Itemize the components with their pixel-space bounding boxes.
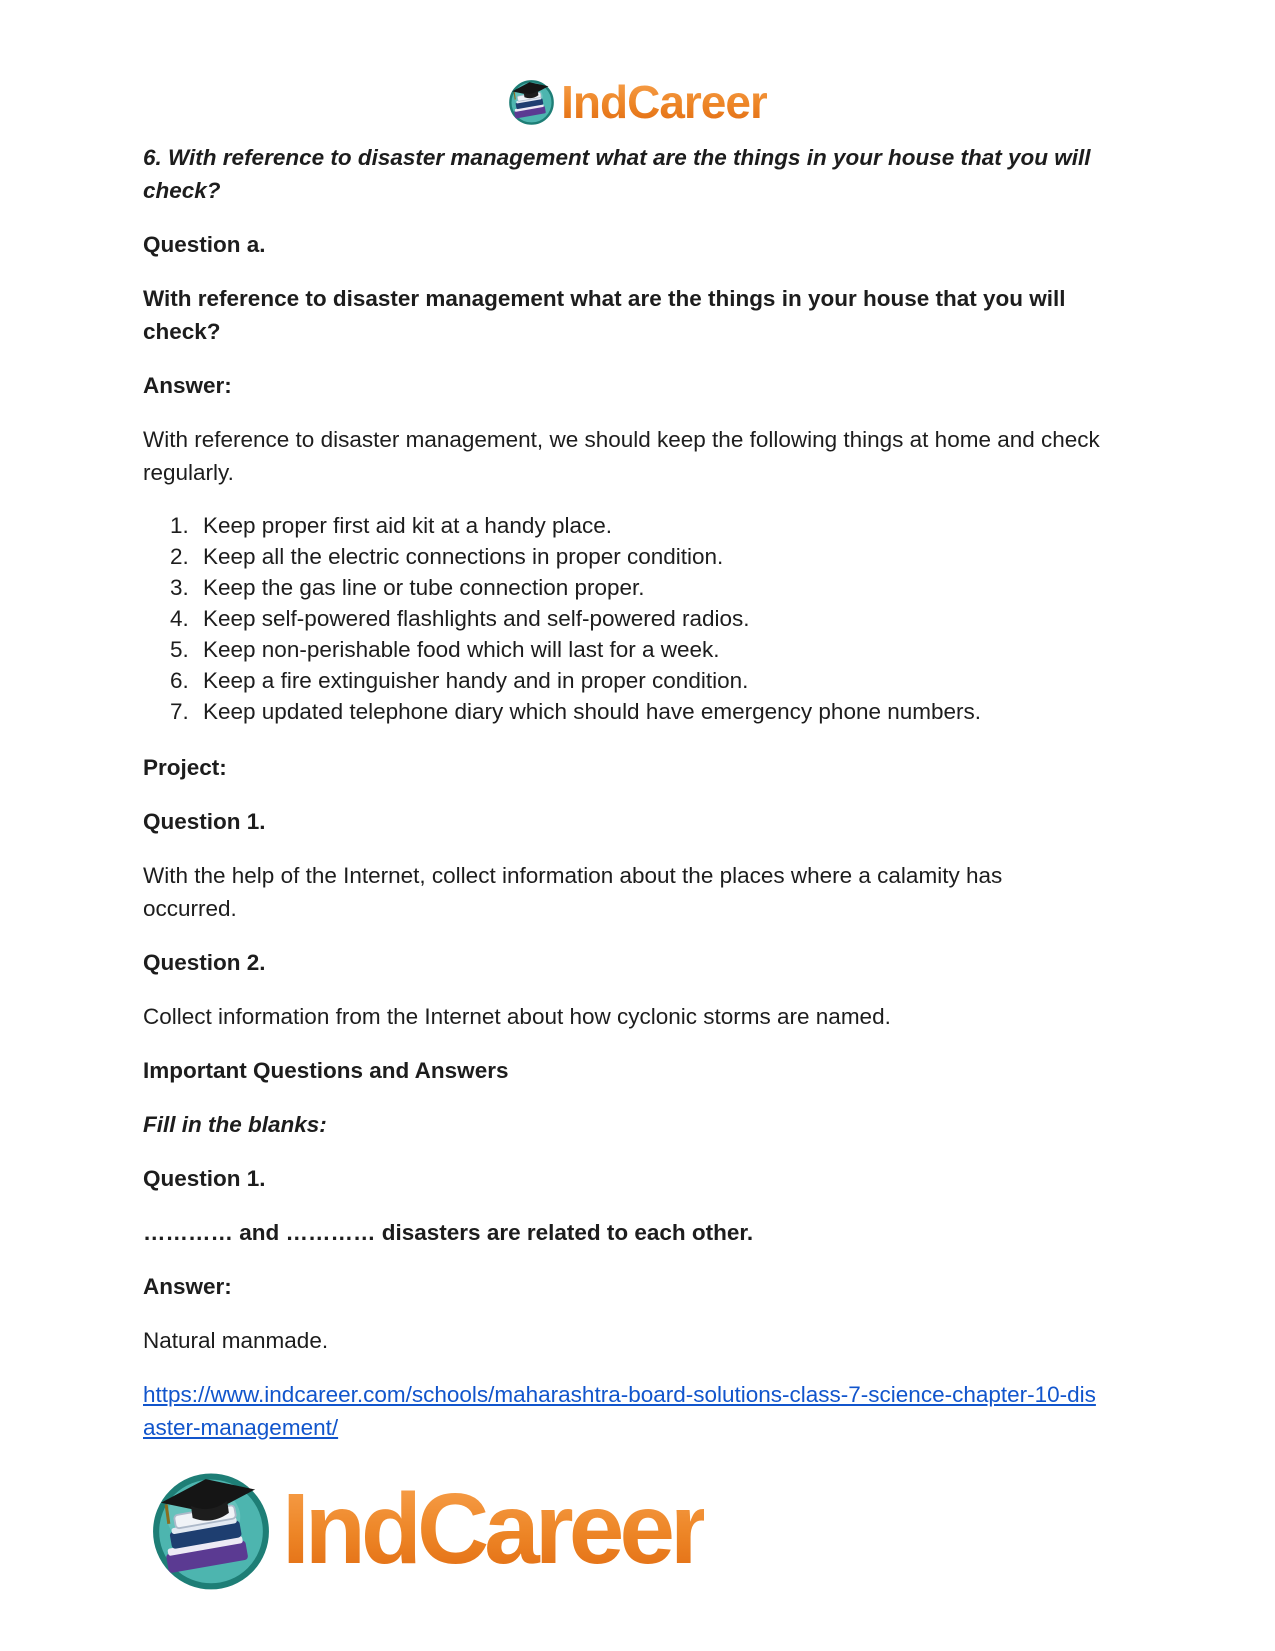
checklist-item: 6. Keep a fire extinguisher handy and in proper condition.	[195, 665, 1203, 696]
question-a-text-line: With reference to disaster management what are the things in your house that you will	[143, 286, 1066, 311]
page-heading-line: check?	[143, 178, 221, 203]
answer-label: Answer:	[143, 373, 232, 398]
source-link[interactable]	[143, 1378, 1203, 1444]
fill-in-the-blanks-heading: Fill in the blanks:	[143, 1112, 327, 1137]
fib-answer-label: Answer:	[143, 1274, 232, 1299]
checklist	[143, 510, 1203, 727]
footer-logo	[150, 1468, 1275, 1590]
source-link-paragraph	[143, 1378, 1203, 1444]
project-question-1-line: occurred.	[143, 896, 237, 921]
project-question-2-text: Collect information from the Internet about how cyclonic storms are named.	[143, 1004, 891, 1029]
page-heading	[143, 141, 1203, 207]
checklist-item: 2. Keep all the electric connections in proper condition.	[195, 541, 1203, 572]
important-questions-heading: Important Questions and Answers	[143, 1058, 509, 1083]
fib-question-1-text: ………… and ………… disasters are related to each other.	[143, 1220, 754, 1245]
question-a-text	[143, 282, 1203, 348]
answer-intro-line: regularly.	[143, 460, 234, 485]
indcareer-logo-text: IndCareer	[282, 1473, 704, 1585]
question-a-label: Question a.	[143, 232, 266, 257]
question-a-text-line: check?	[143, 319, 221, 344]
project-question-2-label: Question 2.	[143, 950, 266, 975]
project-question-1-line: With the help of the Internet, collect information about the places where a calamity has	[143, 863, 1003, 888]
checklist-item: 1. Keep proper first aid kit at a handy place.	[195, 510, 1203, 541]
source-link-line: https://www.indcareer.com/schools/maharashtra-board-solutions-class-7-science-chapter-10-dis	[143, 1382, 1096, 1407]
checklist-item: 3. Keep the gas line or tube connection proper.	[195, 572, 1203, 603]
fib-answer-text: Natural manmade.	[143, 1328, 329, 1353]
project-label: Project:	[143, 755, 227, 780]
indcareer-logo-text: IndCareer	[561, 75, 767, 128]
page-heading-line: 6. With reference to disaster management what are the things in your house that you will	[143, 145, 1091, 170]
indcareer-logo-icon	[150, 1468, 272, 1590]
project-question-1-label: Question 1.	[143, 809, 266, 834]
header-logo	[0, 0, 1275, 128]
checklist-item: 4. Keep self-powered flashlights and self-powered radios.	[195, 603, 1203, 634]
document-content	[143, 141, 1203, 1444]
answer-intro-line: With reference to disaster management, we should keep the following things at home and check	[143, 427, 1100, 452]
checklist-item: 7. Keep updated telephone diary which should have emergency phone numbers.	[195, 696, 1203, 727]
checklist-item: 5. Keep non-perishable food which will last for a week.	[195, 634, 1203, 665]
fib-question-1-label: Question 1.	[143, 1166, 266, 1191]
indcareer-logo-icon	[508, 78, 555, 125]
source-link-line: aster-management/	[143, 1415, 339, 1440]
project-question-1-text	[143, 859, 1203, 925]
answer-intro	[143, 423, 1203, 489]
